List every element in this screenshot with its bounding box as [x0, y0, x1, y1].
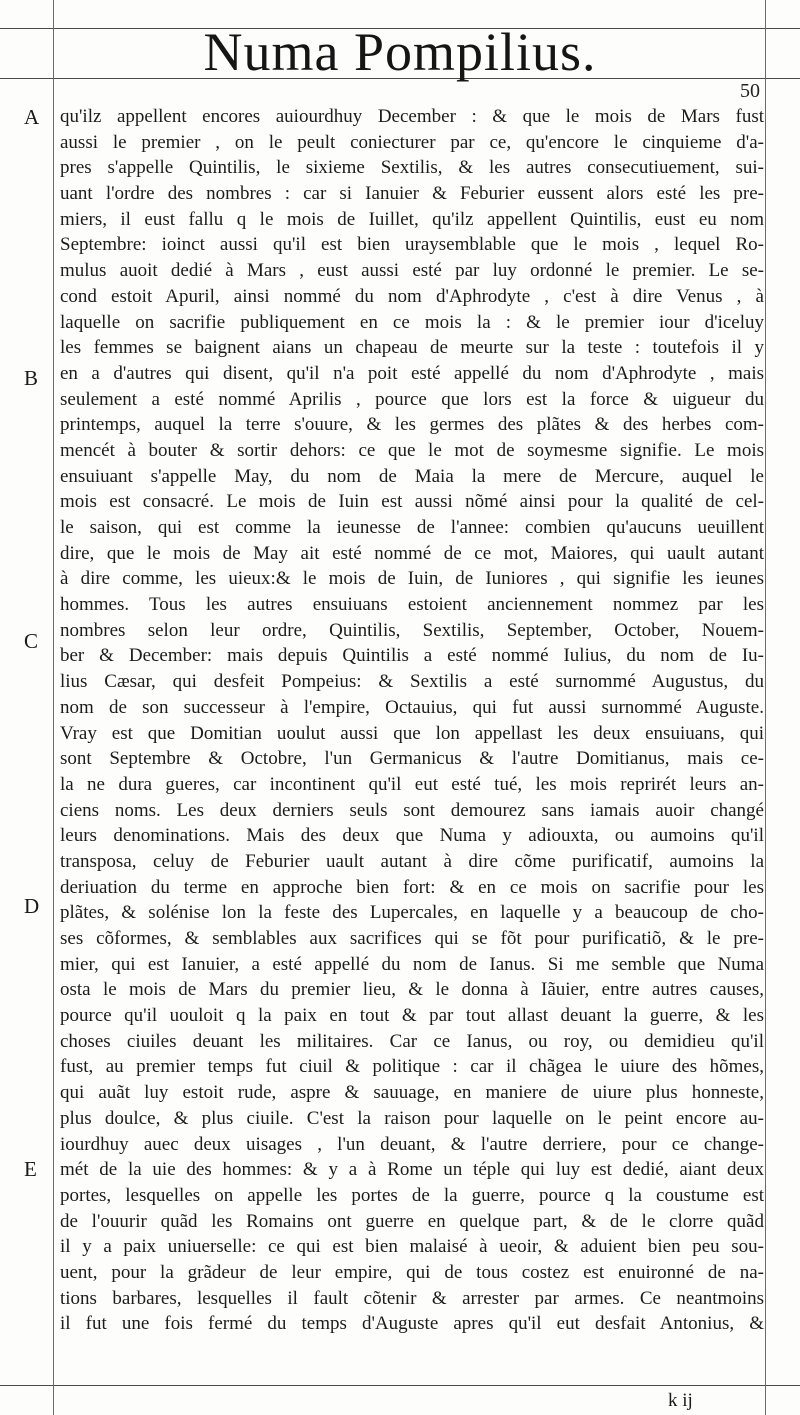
margin-letter-d: D	[24, 894, 40, 918]
text-line: nombres selon leur ordre, Quintilis, Sextilis, September, October, Nouem-	[60, 619, 764, 641]
text-line: Vray est que Domitian uoulut aussi que lon appellast les deux ensuiuans, qui	[60, 722, 764, 744]
text-line: uant l'ordre des nombres : car si Ianuier & Feburier eussent alors esté les pre-	[60, 183, 764, 205]
text-line: leurs denominations. Mais des deux que Numa y adiouxta, ou aumoins qu'il	[60, 825, 764, 847]
text-line: cond estoit Apuril, ainsi nommé du nom d'Aphrodyte , c'est à dire Venus , à	[60, 285, 764, 307]
body-text	[60, 104, 764, 1337]
text-line: hommes. Tous les autres ensuiuans estoient anciennement nommez par les	[60, 594, 764, 616]
text-line: mét de la uie des hommes: & y a à Rome un téple qui luy est dedié, aiant deux	[60, 1159, 764, 1181]
text-line: fust, au premier temps fut ciuil & politique : car il chãgea le uiure des hõmes,	[60, 1056, 764, 1078]
text-line: deriuation du terme en approche bien fort: & en ce mois on sacrifie pour les	[60, 876, 764, 898]
right-rule-line	[765, 0, 766, 1415]
text-line: le saison, qui est comme la ieunesse de l'annee: combien qu'aucuns ueuillent	[60, 517, 764, 538]
page-title: Numa Pompilius.	[203, 22, 597, 82]
folio-number: 50	[740, 80, 760, 102]
text-line: miers, il eust fallu q le mois de Iuillet, qu'ilz appellent Quintilis, eust eu nom	[60, 208, 764, 230]
text-line: pres s'appelle Quintilis, le sixieme Sextilis, & les autres consecutiuement, sui-	[60, 157, 764, 179]
left-rule-line	[53, 0, 54, 1415]
text-line: mencét à bouter & sortir dehors: ce que le mot de soymesme signifie. Le mois	[60, 439, 764, 461]
text-line: printemps, auquel la terre s'ouure, & les germes des plãtes & des herbes com-	[60, 414, 764, 436]
text-line: seulement a esté nommé Aprilis , pource que lors est la force & uigueur du	[60, 388, 764, 410]
margin-letter-c: C	[24, 629, 39, 653]
text-line: dire, que le mois de May ait esté nommé de ce mot, Maiores, qui uault autant	[60, 542, 764, 564]
text-line: sont Septembre & Octobre, l'un Germanicus & l'autre Domitianus, mais ce-	[60, 748, 764, 770]
text-line: à dire comme, les uieux:& le mois de Iuin, de Iuniores , qui signifie les ieunes	[60, 568, 764, 590]
text-line: osta le mois de Mars du premier lieu, & le donna à Iãuier, entre autres causes,	[60, 979, 764, 1001]
margin-letter-b: B	[24, 366, 39, 390]
text-line: plãtes, & solénise lon la feste des Lupercales, en laquelle y a beaucoup de cho-	[60, 902, 764, 924]
text-line: lius Cæsar, qui desfeit Pompeius: & Sextilis a esté surnommé Augustus, du	[60, 671, 764, 693]
text-line: uent, pour la grãdeur de leur empire, qui de tous costez est enuironné de na-	[60, 1261, 764, 1283]
text-line: ses cõformes, & semblables aux sacrifices qui se fõt pour purificatiõ, & le pre-	[60, 928, 764, 949]
text-line: en a d'autres qui disent, qu'il n'a poit esté appellé du nom d'Aphrodyte , mais	[60, 362, 764, 384]
margin-letter-e: E	[24, 1157, 37, 1181]
text-line: iourdhuy auec deux uisages , l'un deuant, & l'autre derriere, pour ce change-	[60, 1133, 764, 1155]
text-line: qu'ilz appellent encores auiourdhuy December : & que le mois de Mars fust	[60, 106, 764, 127]
margin-letter-a: A	[24, 105, 40, 129]
text-line: pource qu'il uouloit q la paix en tout & par tout allast deuant la guerre, & les	[60, 1005, 764, 1027]
text-line: mulus auoit dedié à Mars , eust aussi esté par luy ordonné le premier. Le se-	[60, 260, 764, 282]
text-line: mier, qui est Ianuier, a esté appellé du nom de Ianus. Si me semble que Numa	[60, 953, 764, 975]
text-line: mois est consacré. Le mois de Iuin est aussi nõmé ainsi pour la qualité de cel-	[60, 491, 764, 513]
text-line: la ne dura gueres, car incontinent qu'il eut esté tué, les mois reprirét leurs an-	[60, 773, 764, 795]
text-line: Septembre: ioinct aussi qu'il est bien uraysemblable que le mois , lequel Ro-	[60, 234, 764, 256]
text-line: ciens noms. Les deux derniers seuls sont demourez sans iamais auoir changé	[60, 799, 764, 821]
text-line: portes, lesquelles on appelle les portes de la guerre, pource q la coustume est	[60, 1184, 764, 1206]
text-line: il fut une fois fermé du temps d'Auguste apres qu'il eut desfait Antonius, &	[60, 1313, 764, 1335]
text-line: qui auãt luy estoit rude, aspre & sauuage, en maniere de uiure plus honneste,	[60, 1082, 764, 1104]
text-line: plus doulce, & plus ciuile. C'est la raison pour laquelle on le peint encore au-	[60, 1107, 764, 1129]
text-line: nom de son successeur à l'empire, Octauius, qui fut aussi surnommé Auguste.	[60, 696, 764, 718]
text-line: laquelle on sacrifie publiquement en ce mois la : & le premier iour d'iceluy	[60, 311, 764, 333]
text-line: tions barbares, lesquelles il fault cõtenir & arrester par armes. Ce neantmoins	[60, 1287, 764, 1309]
signature-mark: k ij	[668, 1390, 693, 1411]
bottom-rule-line	[0, 1385, 800, 1386]
text-line: il y a paix uniuerselle: ce qui est bien malaisé à ueoir, & aduient bien peu sou-	[60, 1236, 764, 1258]
text-line: de l'ouurir quãd les Romains ont guerre en quelque part, & de le clorre quãd	[60, 1210, 764, 1232]
text-line: les femmes se baignent aians un chapeau de meurte sur la teste : toutefois il y	[60, 337, 764, 359]
text-line: aussi le premier , on le peult coniecturer par ce, qu'encore le cinquieme d'a-	[60, 131, 764, 153]
text-line: choses ciuiles deuant les militaires. Car ce Ianus, ou roy, ou demidieu qu'il	[60, 1030, 764, 1052]
text-line: ber & December: mais depuis Quintilis a esté nommé Iulius, du nom de Iu-	[60, 645, 764, 667]
text-line: transposa, celuy de Feburier uault autant à dire cõme purificatif, aumoins la	[60, 850, 764, 872]
text-line: ensuiuant s'appelle May, du nom de Maia la mere de Mercure, auquel le	[60, 465, 764, 487]
